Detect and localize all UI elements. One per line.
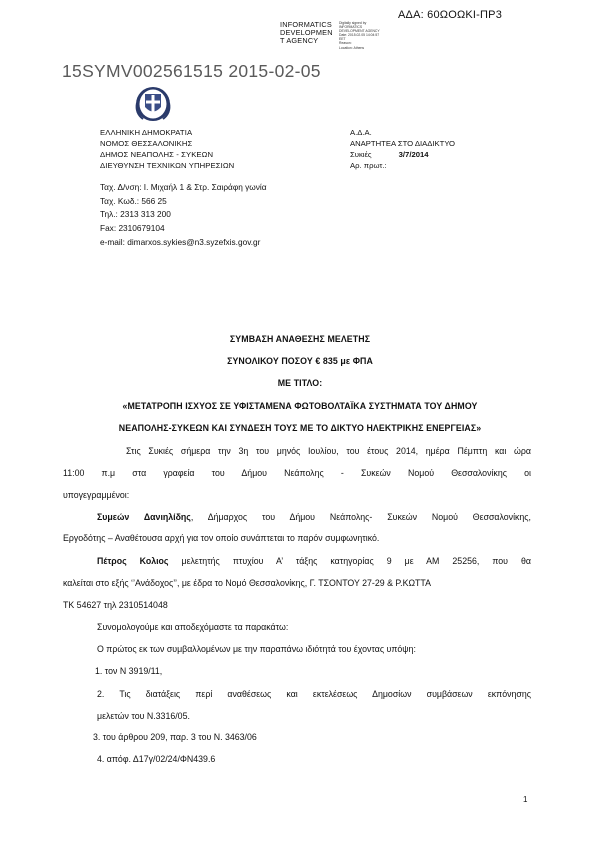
signature-line: Date: 2015.02.05 14:04:57 [339,33,380,38]
title-line-1: ΣΥΜΒΑΣΗ ΑΝΑΘΕΣΗΣ ΜΕΛΕΤΗΣ [229,334,371,344]
title-line-2: ΣΥΝΟΛΙΚΟΥ ΠΟΣΟΥ € 835 με ΦΠΑ [227,356,373,366]
title-line-4: «ΜΕΤΑΤΡΟΠΗ ΙΣΧΥΟΣ ΣΕ ΥΦΙΣΤΑΜΕΝΑ ΦΩΤΟΒΟΛΤΑΪΚΑ ΣΥΣΤΗΜΑΤΑ ΤΟΥ ΔΗΜΟΥ [122,401,478,411]
issuer-header [100,127,234,171]
agency-name [280,21,342,45]
page-number: 1 [523,795,528,804]
list-item: μελετών του Ν.3316/05. [97,711,190,721]
issuer-line: ΝΟΜΟΣ ΘΕΣΣΑΛΟΝΙΚΗΣ [100,139,193,148]
agency-line: T AGENCY [280,36,319,45]
issuer-line: ΔΙΕΥΘΥΝΣΗ ΤΕΧΝΙΚΩΝ ΥΠΗΡΕΣΙΩΝ [100,161,235,170]
body-line: Ο πρώτος εκ των συμβαλλομένων με την παραπάνω ιδιότητά του έχοντας υπόψη: [97,644,416,654]
body-line: καλείται στο εξής ‘’Ανάδοχος’’, με έδρα το Νομό Θεσσαλονίκης, Γ. ΤΣΟΝΤΟΥ 27-29 & Ρ.ΚΩΤΤΑ [63,578,431,588]
signature-line: EET [339,37,346,42]
title-line-5: ΝΕΑΠΟΛΗΣ-ΣΥΚΕΩΝ ΚΑΙ ΣΥΝΔΕΣΗ ΤΟΥΣ ΜΕ ΤΟ ΔΙΚΤΥΟ ΗΛΕΚΤΡΙΚΗΣ ΕΝΕΡΓΕΙΑΣ» [118,423,482,433]
digital-signature [339,21,401,50]
list-item: 4. απόφ. Δ17γ/02/24/ΦΝ439.6 [97,754,216,764]
party-one-name: Συμεών Δανιηλίδης [97,512,191,522]
phone-line: Τηλ.: 2313 313 200 [100,209,171,220]
signature-line: Digitally signed by [339,21,367,25]
signature-line: DEVELOPMENT AGENCY [339,29,380,34]
ada-label: Α.Δ.Α. [350,128,372,137]
document-id: 15SYMV002561515 2015-02-05 [62,61,321,81]
list-item: 1. τον Ν 3919/11, [95,666,163,676]
posted-label: ΑΝΑΡΤΗΤΕΑ ΣΤΟ ΔΙΑΔΙΚΤΥΟ [350,139,456,148]
agency-line: DEVELOPMEN [280,28,333,37]
body-line: Στις Συκιές σήμερα την 3η του μηνός Ιουλίου, του έτους 2014, ημέρα Πέμπτη και ώρα [126,446,531,456]
party-two-line [97,555,531,567]
issuer-line: ΕΛΛΗΝΙΚΗ ΔΗΜΟΚΡΑΤΙΑ [100,128,193,137]
issuer-line: ΔΗΜΟΣ ΝΕΑΠΟΛΗΣ - ΣΥΚΕΩΝ [100,150,214,159]
address-line: Ταχ. Δ/νση: Ι. Μιχαήλ 1 & Στρ. Σαιράφη γωνία [100,182,267,192]
title-line-3: ΜΕ ΤΙΤΛΟ: [277,378,323,388]
body-line: υπογεγραμμένοι: [63,490,130,500]
body-line: Συνομολογούμε και αποδεχόμαστε τα παρακάτω: [97,622,289,632]
postal-code-line: Ταχ. Κωδ.: 566 25 [100,195,167,206]
list-item: 3. του άρθρου 209, παρ. 3 του Ν. 3463/06 [93,732,257,742]
place-date-row [350,149,455,160]
date: 3/7/2014 [398,150,429,159]
greek-emblem-icon [133,83,173,123]
party-one-role: , Δήμαρχος του Δήμου Νεάπολης- Συκεών Νομού Θεσσαλονίκης, [190,512,531,522]
signature-line: Reason: [339,41,352,46]
party-two-name: Πέτρος Κολιος [97,556,169,566]
reference-block [350,127,455,171]
signature-line: INFORMATICS [339,25,363,30]
protocol-label: Αρ. πρωτ.: [350,161,387,170]
body-line: Εργοδότης – Αναθέτουσα αρχή για τον οποίο συνάπτεται το παρόν συμφωνητικό. [63,533,380,543]
body-line: 11:00 π.μ στα γραφεία του Δήμου Νεάπολης - Συκεών Νομού Θεσσαλονίκης οι [63,468,531,478]
contact-block [100,181,267,250]
agency-line: INFORMATICS [280,20,332,29]
fax-line: Fax: 2310679104 [100,223,165,234]
ada-code: ΑΔΑ: 60ΩΟΩΚΙ-ΠΡ3 [398,9,503,21]
party-one-line [97,511,531,523]
signature-line: Location: Athens [339,45,365,50]
email-line: e-mail: dimarxos.sykies@n3.syzefxis.gov.gr [100,236,261,247]
body-line: ΤΚ 54627 τηλ 2310514048 [63,600,168,610]
list-item: 2. Τις διατάξεις περί αναθέσεως και εκτελέσεως Δημοσίων συμβάσεων εκπόνησης [97,689,531,699]
place: Συκιές [350,150,372,159]
party-two-role: μελετητής πτυχίου Α’ τάξης κατηγορίας 9 με ΑΜ 25256, που θα [168,556,531,566]
